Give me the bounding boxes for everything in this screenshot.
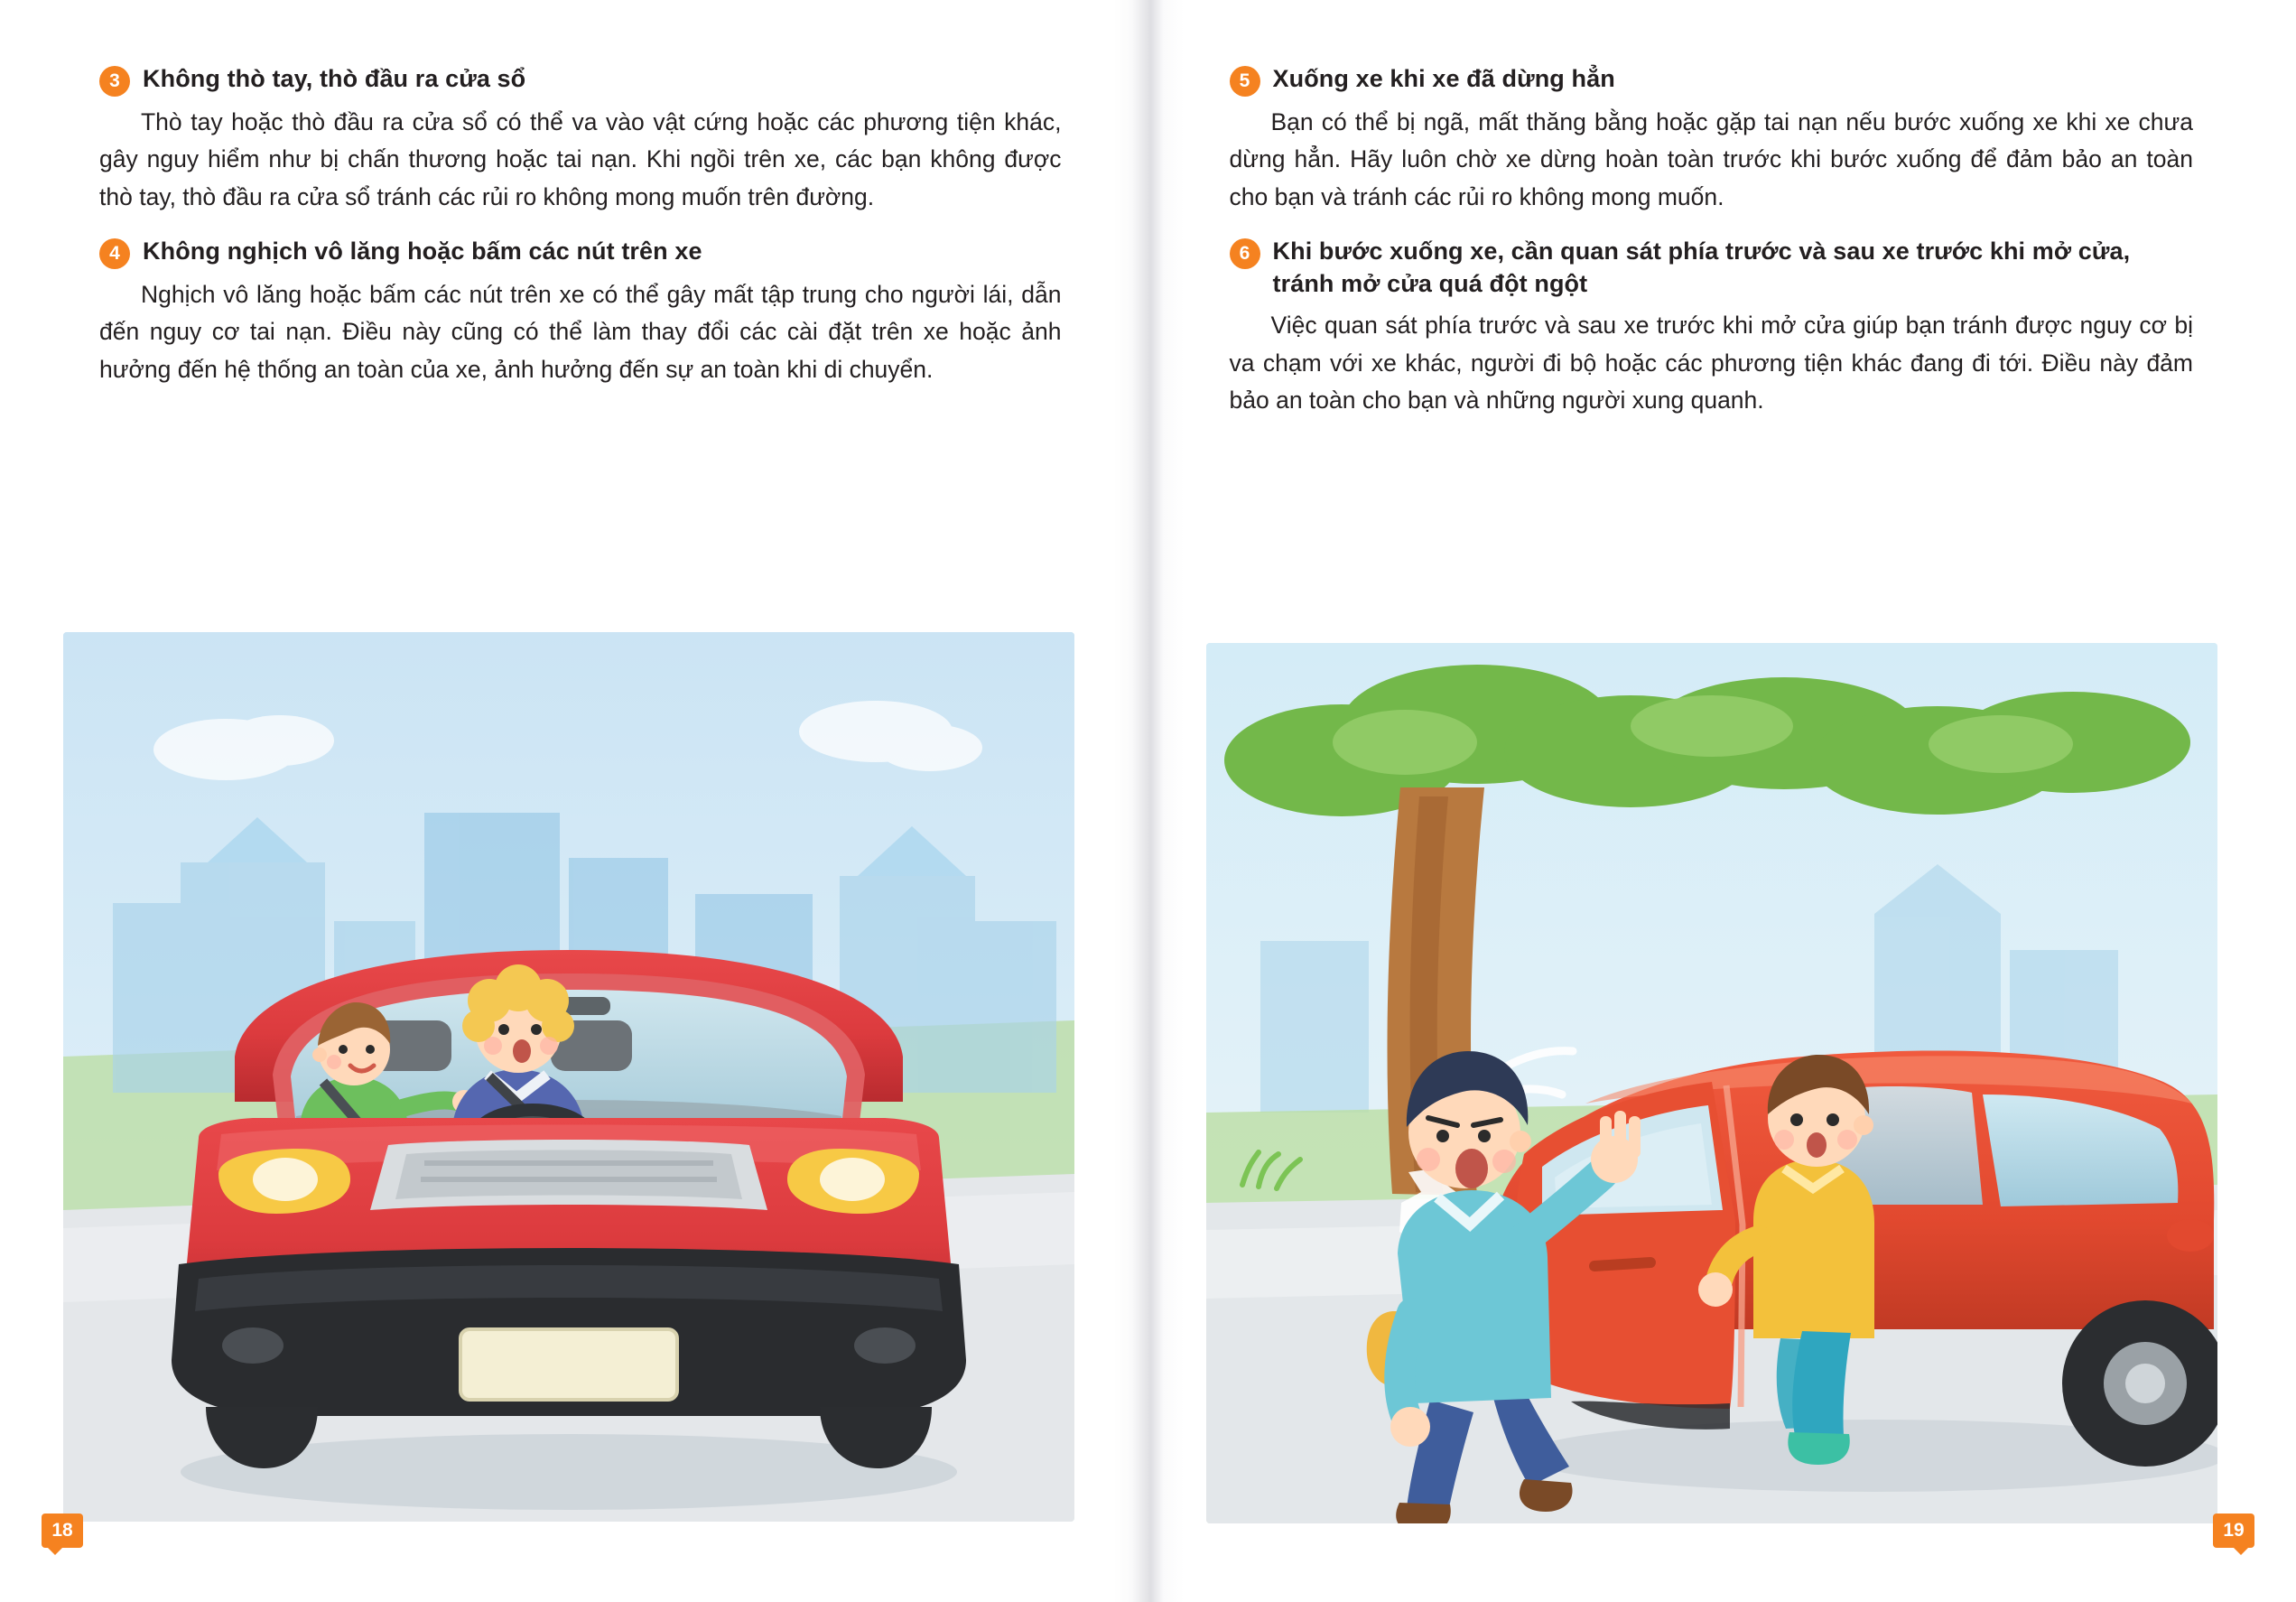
page-number-right: 19 <box>2213 1514 2254 1548</box>
rule-6-title: Khi bước xuống xe, cần quan sát phía trước và sau xe trước khi mở cửa, tránh mở cửa quá đột ngột <box>1272 237 2131 297</box>
rule-5-title: Xuống xe khi xe đã dừng hẳn <box>1272 65 1615 92</box>
rule-3 <box>99 63 1067 216</box>
rule-4 <box>99 236 1067 388</box>
rule-5-number-badge: 5 <box>1230 66 1260 97</box>
rule-5-body: Bạn có thể bị ngã, mất thăng bằng hoặc gặp tai nạn nếu bước xuống xe khi xe chưa dừng hẳn. Hãy luôn chờ xe dừng hoàn toàn trước khi bước xuống để đảm bảo an toàn cho bạn và tránh các rủi ro không mong muốn. <box>1229 108 2193 210</box>
illustration-car-door-opening <box>1206 643 2217 1523</box>
rule-4-title: Không nghịch vô lăng hoặc bấm các nút trên xe <box>143 237 702 265</box>
illustration-red-car-front <box>63 632 1074 1522</box>
rule-5-heading <box>1230 63 2198 97</box>
rule-3-title: Không thò tay, thò đầu ra cửa sổ <box>143 65 526 92</box>
rule-3-number-badge: 3 <box>99 66 130 97</box>
rule-6-body: Việc quan sát phía trước và sau xe trước khi mở cửa giúp bạn tránh được nguy cơ bị va chạm với xe khác, người đi bộ hoặc các phương tiện khác đang đi tới. Điều này đảm bảo an toàn cho bạn và những người xung quanh. <box>1229 312 2193 414</box>
rule-5 <box>1230 63 2198 216</box>
rule-4-body: Nghịch vô lăng hoặc bấm các nút trên xe có thể gây mất tập trung cho người lái, dẫn đến nguy cơ tai nạn. Điều này cũng có thể làm thay đổi các cài đặt trên xe hoặc ảnh hưởng đến hệ thống an toàn của xe, ảnh hưởng đến sự an toàn khi di chuyển. <box>99 280 1062 383</box>
rule-4-number-badge: 4 <box>99 238 130 269</box>
rule-3-heading <box>99 63 1067 97</box>
rule-4-heading <box>99 236 1067 269</box>
rule-6 <box>1230 236 2198 419</box>
page-number-left: 18 <box>42 1514 83 1548</box>
page-right <box>1148 0 2296 1602</box>
rule-6-heading <box>1230 236 2198 300</box>
rule-3-body: Thò tay hoặc thò đầu ra cửa sổ có thể va vào vật cứng hoặc các phương tiện khác, gây nguy hiểm như bị chấn thương hoặc tai nạn. Khi ngồi trên xe, các bạn không được thò tay, thò đầu ra cửa sổ tránh các rủi ro không mong muốn trên đường. <box>99 108 1062 210</box>
rule-6-number-badge: 6 <box>1230 238 1260 269</box>
